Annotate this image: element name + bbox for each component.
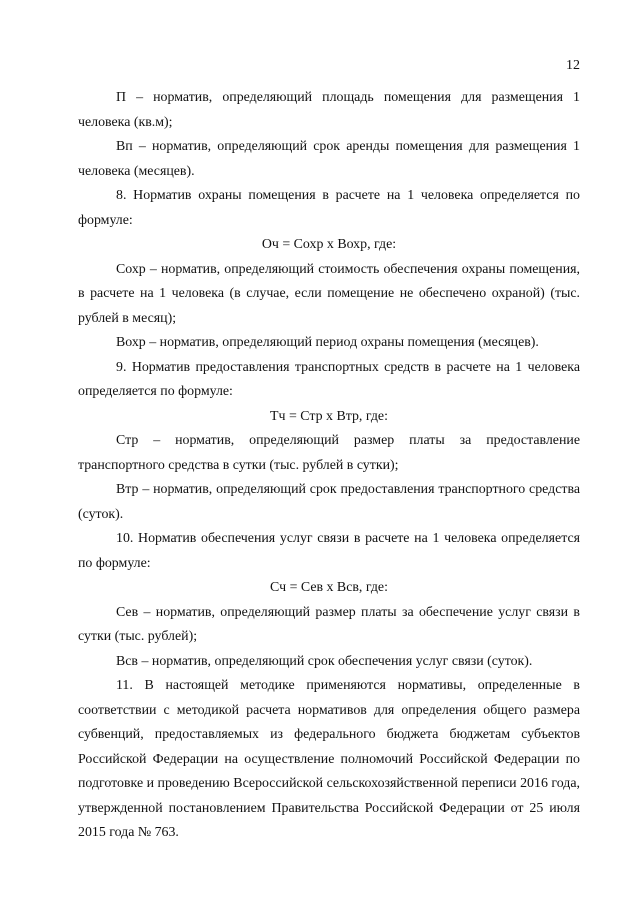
formula: Тч = Стр х Втр, где: [270,408,388,424]
formula: Оч = Сохр х Вохр, где: [261,237,397,252]
clause-paragraph: 9. Норматив предоставления транспортных средств в расчете на 1 человека определяется по формуле: [78,359,580,399]
definition-paragraph: Всв – норматив, определяющий срок обеспечения услуг связи (суток). [116,653,533,669]
clause-paragraph: 11. В настоящей методике применяются нормативы, определенные в соответствии с методикой расчета нормативов для определения общего размера субвенций, предоставляемых из федерального бюджета бюджетам субъектов Российской Федерации на осуществление полномочий Российской Федерации по подготовке и проведению Всероссийской сельскохозяйственной переписи 2016 года, утвержденной постановлением Правительства Российской Федерации от 25 июля 2015 года № 763. [78,678,580,840]
definition-paragraph: Втр – норматив, определяющий срок предоставления транспортного средства (суток). [78,482,580,522]
definition-paragraph: Сев – норматив, определяющий размер платы за обеспечение услуг связи в сутки (тыс. рублей); [78,604,580,644]
definition-paragraph: Вп – норматив, определяющий срок аренды помещения для размещения 1 человека (месяцев). [78,139,580,179]
definition-paragraph: Сохр – норматив, определяющий стоимость обеспечения охраны помещения, в расчете на 1 человека (в случае, если помещение не обеспечено охраной) (тыс. рублей в месяц); [78,261,580,326]
definition-paragraph: Стр – норматив, определяющий размер платы за предоставление транспортного средства в сутки (тыс. рублей в сутки); [78,433,580,473]
definition-paragraph: Вохр – норматив, определяющий период охраны помещения (месяцев). [116,335,539,350]
formula: Сч = Сев х Всв, где: [270,580,388,595]
page-number: 12 [566,58,580,73]
clause-paragraph: 10. Норматив обеспечения услуг связи в расчете на 1 человека определяется по формуле: [78,531,580,571]
document-body [78,86,580,846]
clause-paragraph: 8. Норматив охраны помещения в расчете на 1 человека определяется по формуле: [78,188,580,228]
definition-paragraph: П – норматив, определяющий площадь помещения для размещения 1 человека (кв.м); [78,90,580,130]
